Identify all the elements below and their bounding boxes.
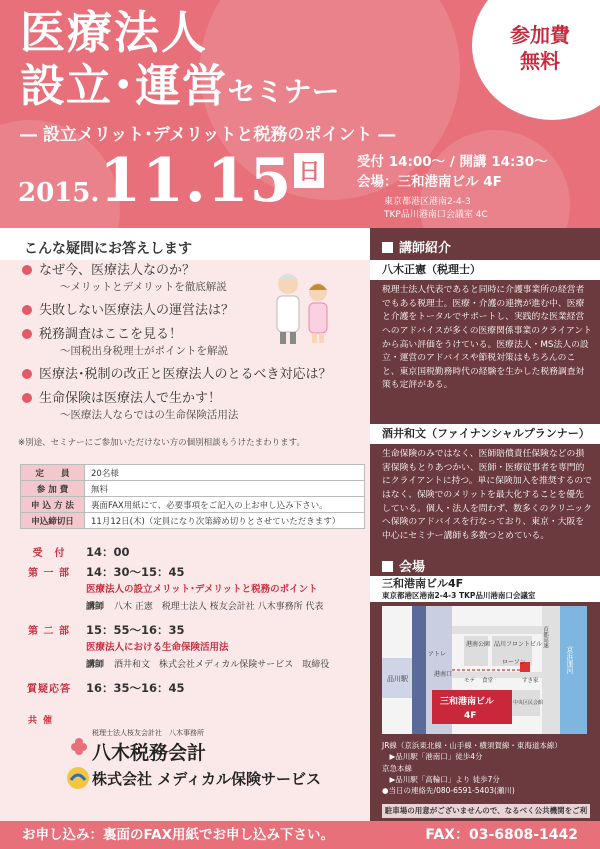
square-bullet-icon (382, 242, 393, 253)
access-info (382, 740, 592, 796)
sponsor1-subtitle: 税理士法人桜友会計社 八木事務所 (92, 729, 204, 737)
parking-note: 駐車場の用意がございませんので、なるべく公共機関をご利 (382, 804, 590, 818)
info-value: 裏面FAX用紙にて、必要事項をご記入の上お申し込み下さい。 (85, 497, 365, 513)
map-label-shinagawa: 品川駅 (387, 675, 408, 683)
address-line2: TKP品川港南口会議室 4C (384, 209, 488, 220)
sponsor2-name: 株式会社 メディカル保険サービス (92, 770, 322, 788)
access-line: 京急本線 (382, 763, 412, 773)
access-line: ▶品川駅「港南口」徒歩4分 (382, 752, 483, 762)
venue-name: 三和港南ビル4F (382, 577, 464, 590)
venue-info-band (370, 576, 600, 602)
date-month-day: 11.15 (99, 146, 293, 216)
schedule-label: 第 一 部 (28, 568, 70, 579)
left-column (0, 228, 370, 821)
session-title: 医療法人における生命保険活用法 (86, 642, 229, 653)
title-line2 (20, 59, 340, 112)
doctor-nurse-illustration (268, 266, 338, 346)
lecturer1-name: 八木正憲（税理士） (370, 260, 600, 280)
flower-logo-icon (70, 736, 88, 758)
speaker-label: 講師 (86, 602, 105, 612)
schedule-time: 14：00 (86, 545, 130, 559)
map-label-konan-park: 港南公園 (466, 641, 491, 648)
question-text: 医療法･税制の改正と医療法人のとるべき対応は？ (39, 367, 332, 383)
venue-heading (382, 556, 425, 575)
info-value: 11月12日(木)（定員になり次第締め切りとさせていただきます） (85, 513, 365, 529)
map-label-keihin: 京浜運河 (566, 646, 574, 674)
question-sub: ～医療法人ならではの生命保険活用法 (60, 409, 239, 422)
info-key: 定 員 (21, 465, 85, 481)
footer-bar (0, 821, 600, 849)
map-label-floor: 4F (464, 711, 477, 721)
bullet-icon (22, 305, 32, 315)
map-label-front: 品川フロントビル (494, 641, 543, 648)
question-text: 税務調査はここを見る！ (39, 327, 183, 343)
question-item (22, 366, 362, 384)
subtitle: ― 設立メリット･デメリットと税務のポイント ― (20, 125, 396, 145)
bullet-icon (22, 265, 32, 275)
medical-logo-icon (66, 766, 90, 790)
venue-address-line: 東京都港区港南2-4-3 TKP品川港南口会議室 (382, 591, 536, 600)
speaker-name: 酒井和文 株式会社メディカル保険サービス 取締役 (114, 660, 330, 670)
table-row (21, 465, 365, 481)
question-text: 生命保険は医療法人で生かす！ (39, 391, 222, 407)
header-banner (0, 0, 600, 228)
lecturer-heading-text: 講師紹介 (399, 241, 452, 256)
schedule-time: 16：35～16：45 (86, 681, 185, 695)
schedule-label: 第 二 部 (28, 626, 70, 637)
speaker-label: 講師 (86, 660, 105, 670)
map-label-chuo: 中央区民会館 (513, 700, 544, 706)
lecturer1-bio: 税理士法人代表であると同時に介護事業所の経営者でもある税理士。医療・介護の連携が進む中、医療と介護をトータルでサポートし、実践的な医業経営へのアドバイスが多くの医療関係事業のクライアントから高い評価をうけている。医療法人・MS法人の設立・運営のアドバイスや節税対策はもちろんのこと、東京国税勤務時代の経験を生かした税務調査対策も定評がある。 (382, 285, 592, 391)
speaker-line (86, 657, 360, 670)
access-line: JR線（京浜東北線・山手線・横須賀線・東海道本線） (382, 741, 562, 750)
right-column (370, 228, 600, 821)
consultation-note: ※別途、セミナーにご参加いただけない方の個別相談もうけたまわります。 (18, 438, 305, 448)
question-item (22, 390, 362, 424)
sponsor-label: 共催 (28, 716, 59, 726)
lecturer-heading (382, 237, 451, 256)
map-label-lawson: ローソン (502, 659, 526, 666)
info-key: 参 加 費 (21, 481, 85, 497)
title-line1: 医療法人 (20, 6, 209, 59)
question-sub: ～国税出身税理士がポイントを解説 (60, 345, 228, 358)
lecturer2-bio: 生命保険のみではなく、医師賠償責任保険などの損害保険もとりあつかい、医師・医療従事者を専門的にクライアントに持つ。単に保険加入を推奨するのではなく、保険でのメリットを最大化することを優先している。個人・法人を問わず、数多くのクリニックへ保険のアドバイスを行なっており、東京・大阪を中心にセミナー講師も多数つとめている。 (382, 449, 592, 541)
speaker-name: 八木 正憲 税理士法人 桜友会計社 八木事務所 代表 (114, 602, 324, 612)
session-title: 医療法人の設立メリット･デメリットと税務のポイント (86, 584, 318, 595)
application-instructions: お申し込み：裏面のFAX用紙でお申し込み下さい。 (22, 827, 335, 843)
venue-address (384, 196, 488, 221)
table-row (21, 481, 365, 497)
map-label-konan: 港南口 (434, 671, 453, 678)
bullet-icon (22, 393, 32, 403)
schedule-label: 質疑応答 (27, 684, 71, 695)
address-line1: 東京都港区港南2-4-3 (384, 197, 471, 207)
schedule-row (20, 622, 360, 670)
fax-number: FAX：03-6808-1442 (425, 827, 578, 843)
access-line: ▶品川駅「高輪口」より 徒歩7分 (382, 774, 500, 784)
schedule-label: 受 付 (32, 548, 66, 559)
date-year: 2015. (18, 178, 100, 208)
bullet-icon (22, 369, 32, 379)
event-times (357, 153, 548, 192)
lecturer2-name: 酒井和文（ファイナンシャルプランナー） (370, 424, 600, 444)
venue-label: 会場：三和港南ビル 4F (357, 173, 502, 190)
access-line: ●当日の連絡先/080-6591-5403(瀬川) (382, 786, 515, 795)
info-key: 申込締切日 (21, 513, 85, 529)
map-label-sukiya: すき家 (522, 678, 539, 684)
bullet-icon (22, 329, 32, 339)
question-sub: ～メリットとデメリットを徹底解説 (60, 281, 227, 294)
date-weekday: 日 (294, 153, 324, 188)
speaker-line (86, 599, 360, 612)
schedule-row (20, 544, 360, 560)
schedule-time: 15：55～16：35 (86, 623, 185, 637)
question-text: 失敗しない医療法人の運営法は？ (39, 302, 235, 318)
map-label-shokudo: 食堂 (482, 678, 494, 684)
map-label-highway: 首都高速 (542, 626, 548, 648)
table-row (21, 513, 365, 529)
badge-line1: 参加費 (510, 23, 570, 47)
map-label-motor: モテ (464, 678, 476, 684)
map-label-building: 三和港南ビル (440, 697, 495, 707)
sponsor1-name: 八木税務会計 (92, 742, 207, 764)
free-badge-text (500, 22, 580, 74)
info-table (20, 464, 365, 529)
badge-line2: 無料 (520, 49, 560, 73)
info-value: 無料 (85, 481, 365, 497)
title-line2-suffix: セミナー (227, 75, 340, 108)
question-text: なぜ今、医療法人なのか？ (39, 263, 196, 278)
title-line2-main: 設立･運営 (20, 59, 228, 112)
qa-section-title: こんな疑問にお答えします (0, 228, 370, 260)
venue-map (382, 606, 587, 734)
info-key: 申 込 方 法 (21, 497, 85, 513)
schedule-row (20, 680, 360, 696)
venue-heading-text: 会場 (399, 560, 426, 575)
map-label-atre: アトレ (428, 651, 447, 658)
table-row (21, 497, 365, 513)
square-bullet-icon (382, 561, 393, 572)
reception-time: 受付 14:00～ / 開講 14:30～ (357, 154, 548, 170)
schedule-row (20, 564, 360, 612)
info-value: 20名様 (85, 465, 365, 481)
event-date (18, 146, 324, 216)
schedule-time: 14：30～15：45 (86, 565, 185, 579)
schedule (20, 544, 360, 700)
